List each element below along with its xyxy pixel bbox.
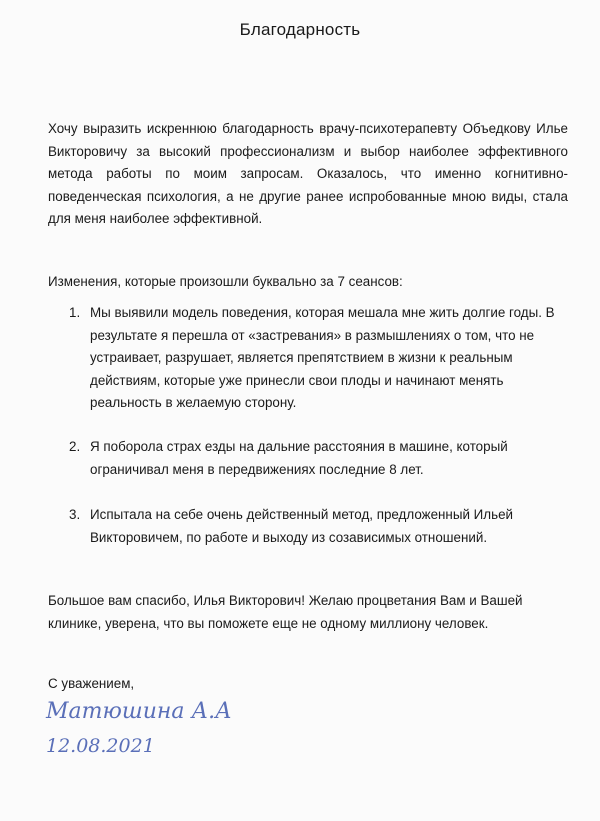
closing-paragraph: Большое вам спасибо, Илья Викторович! Желаю процветания Вам и Вашей клинике, уверена, что вы поможете еще не одному миллиону человек.: [48, 593, 523, 631]
list-item-text: Мы выявили модель поведения, которая мешала мне жить долгие годы. В результате я перешла от «застревания» в размышлениях о том, что не устраивает, разрушает, является препятствием в жизни к реальным действиям, которые уже принесли свои плоды и начинают менять реальность в желаемую сторону.: [90, 305, 555, 410]
list-item-number: 1.: [69, 305, 81, 320]
intro-paragraph: Хочу выразить искреннюю благодарность врачу-психотерапевту Объедкову Илье Викторовичу за высокий профессионализм и выбор наиболее эффективного метода работы по моим запросам. Оказалось, что именно когнитивно-поведенческая психология, а не другие ранее испробованные мною виды, стала для меня наиболее эффективной.: [48, 121, 568, 226]
changes-heading: Изменения, которые произошли буквально за 7 сеансов:: [48, 274, 403, 289]
list-item-number: 2.: [69, 439, 81, 454]
page-title: Благодарность: [239, 20, 361, 39]
list-item-text: Испытала на себе очень действенный метод, предложенный Ильей Викторовичем, по работе и выходу из созависимых отношений.: [90, 507, 513, 545]
regards-line: С уважением,: [48, 676, 135, 691]
signature-date: 12.08.2021: [46, 735, 155, 757]
handwritten-signature: [44, 690, 284, 762]
list-item-number: 3.: [69, 507, 81, 522]
signature-name: Матюшина А.А: [46, 699, 232, 724]
list-item-text: Я поборола страх езды на дальние расстояния в машине, который ограничивал меня в передвижениях последние 8 лет.: [90, 439, 508, 477]
